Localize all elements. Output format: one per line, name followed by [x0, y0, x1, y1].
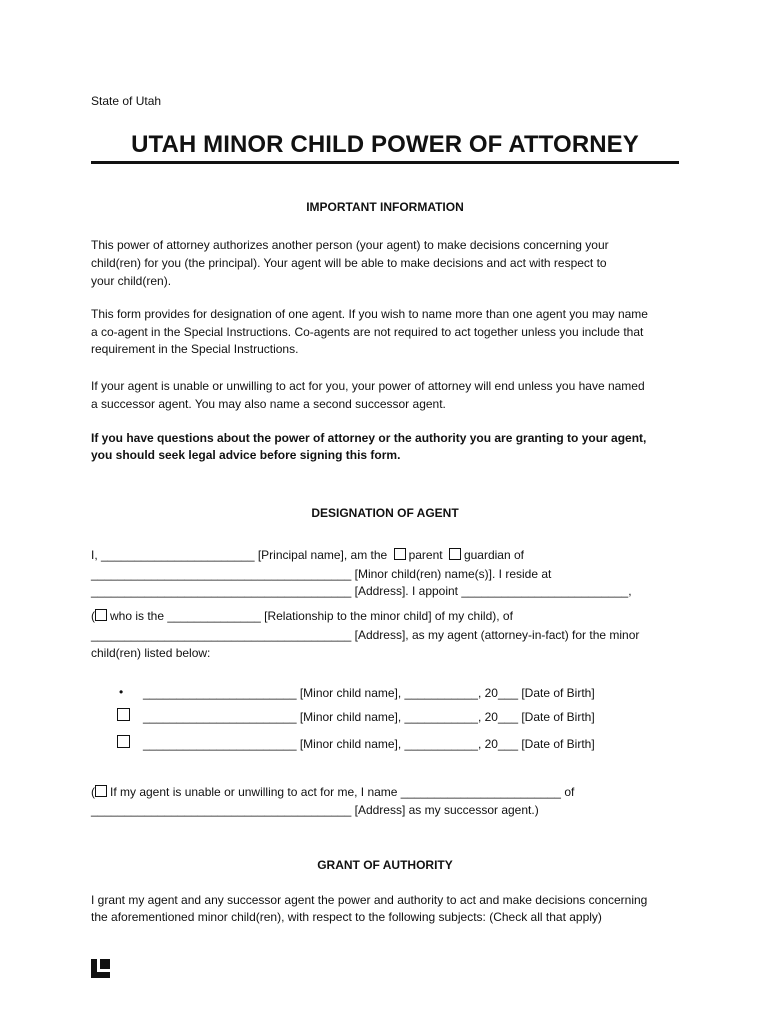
parent-label: parent	[408, 548, 443, 562]
child-row-1-bullet: •	[119, 685, 124, 699]
lawdistrict-logo-icon	[91, 959, 110, 978]
info-paragraph-1-line-3: your child(ren).	[91, 274, 172, 288]
parent-checkbox[interactable]	[394, 548, 406, 560]
info-paragraph-2-line-2: a co-agent in the Special Instructions. Co-agents are not required to act together unless you include that	[91, 325, 644, 339]
grant-line-1: I grant my agent and any successor agent the power and authority to act and make decisions concerning	[91, 893, 648, 907]
child-row-2-checkbox[interactable]	[117, 708, 130, 721]
info-paragraph-1-line-2: child(ren) for you (the principal). Your agent will be able to make decisions and act with respect to	[91, 256, 607, 270]
principal-name-text: I, _______________________ [Principal name], am the	[91, 548, 388, 562]
grant-line-2: the aforementioned minor child(ren), with respect to the following subjects: (Check all that apply)	[91, 910, 602, 924]
successor-checkbox[interactable]	[95, 785, 107, 797]
minor-children-names-line: _______________________________________ [Minor child(ren) name(s)]. I reside at	[91, 567, 552, 581]
info-paragraph-2-line-1: This form provides for designation of one agent. If you wish to name more than one agent you may name	[91, 307, 648, 321]
info-paragraph-4-line-2: you should seek legal advice before signing this form.	[91, 448, 401, 462]
relationship-text: who is the ______________ [Relationship to the minor child] of my child), of	[110, 609, 513, 623]
children-listed-line: child(ren) listed below:	[91, 646, 211, 660]
principal-line	[91, 546, 524, 564]
agent-address-line: _______________________________________ [Address], as my agent (attorney-in-fact) for the minor	[91, 628, 640, 642]
child-row-3-checkbox[interactable]	[117, 735, 130, 748]
info-paragraph-3-line-1: If your agent is unable or unwilling to act for you, your power of attorney will end unless you have named	[91, 379, 645, 393]
state-label: State of Utah	[91, 94, 162, 108]
title-underline	[91, 161, 679, 164]
info-paragraph-4-line-1: If you have questions about the power of attorney or the authority you are granting to your agent,	[91, 431, 647, 445]
info-paragraph-3-line-2: a successor agent. You may also name a second successor agent.	[91, 397, 446, 411]
document-title: UTAH MINOR CHILD POWER OF ATTORNEY	[131, 131, 639, 158]
guardian-checkbox[interactable]	[449, 548, 461, 560]
relationship-line	[91, 607, 513, 625]
guardian-label: guardian of	[463, 548, 524, 562]
child-row-2: _______________________ [Minor child name], ___________, 20___ [Date of Birth]	[143, 710, 595, 724]
info-paragraph-1-line-1: This power of attorney authorizes another person (your agent) to make decisions concerning your	[91, 238, 609, 252]
relationship-checkbox[interactable]	[95, 609, 107, 621]
info-paragraph-2-line-3: requirement in the Special Instructions.	[91, 342, 299, 356]
successor-line	[91, 783, 574, 801]
designation-heading: DESIGNATION OF AGENT	[311, 506, 459, 520]
address-appoint-line: _______________________________________ [Address]. I appoint _________________________,	[91, 584, 632, 598]
important-information-heading: IMPORTANT INFORMATION	[306, 200, 464, 214]
child-row-3: _______________________ [Minor child name], ___________, 20___ [Date of Birth]	[143, 737, 595, 751]
relationship-open-paren: (	[91, 609, 95, 623]
successor-text: If my agent is unable or unwilling to act for me, I name ________________________ of	[110, 785, 575, 799]
grant-heading: GRANT OF AUTHORITY	[317, 858, 453, 872]
successor-open-paren: (	[91, 785, 95, 799]
successor-address-line: _______________________________________ [Address] as my successor agent.)	[91, 803, 539, 817]
child-row-1: _______________________ [Minor child name], ___________, 20___ [Date of Birth]	[143, 686, 595, 700]
